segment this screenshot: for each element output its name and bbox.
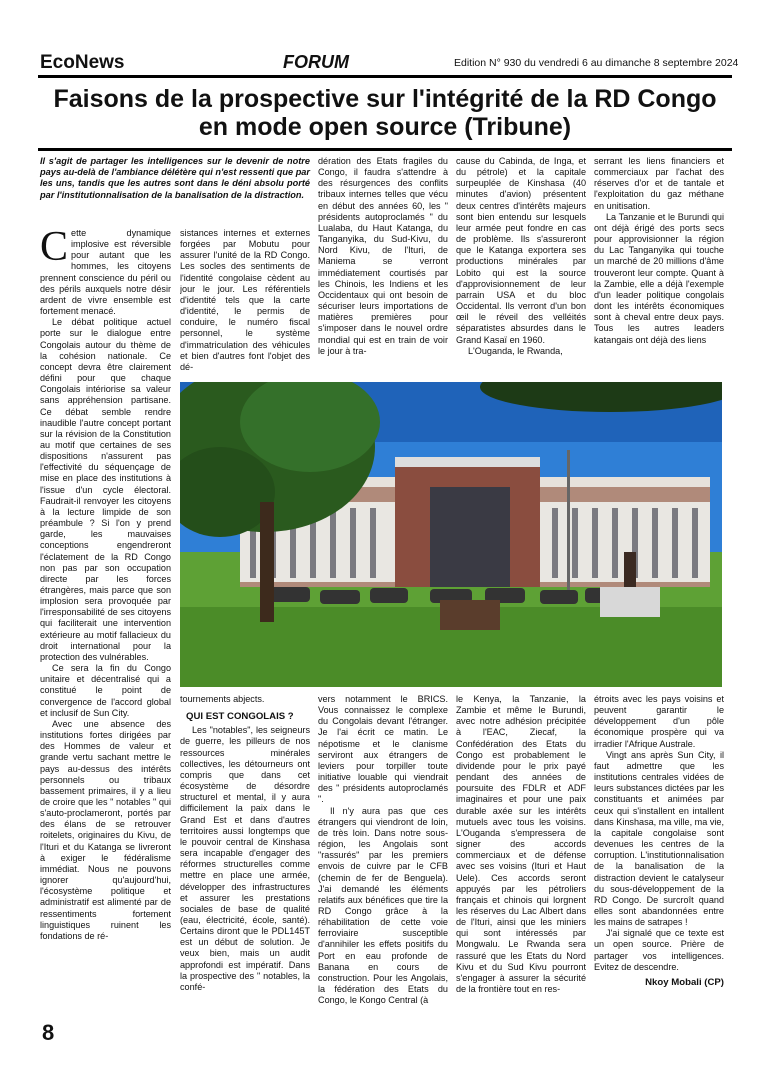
- paragraph: dération des Etats fragiles du Congo, il faudra s'attendre à des résurgences des conflits tribaux internes telles que vécu en début des années 60, les " présidents autoproclamés " du Lualaba, du Haut Katanga, du Tanganyika, du Sud-Kivu, du Nord Kivu, de l'Ituri, de Maniema se verront immédiatement courtisés par les Chinois, les Indiens et les Occidentaux qui ont besoin de sécuriser leurs importations de matières premières pour s'imposer dans le nouvel ordre mondial qui est en train de voir le jour à tra-: [318, 156, 448, 356]
- paragraph: La Tanzanie et le Burundi qui ont déjà érigé des ports secs pour approvisionner la région du Lac Tanganyika qui touche un marché de 20 millions d'âme trouveront leur compte. Quant à la Zambie, elle a déjà l'exemple d'un leader politique congolais dont les intérêts économiques sont à cheval entre deux pays. Tous les autres leaders katangais ont déjà des liens: [594, 211, 724, 345]
- lead-paragraph: Il s'agit de partager les intelligences sur le devenir de notre pays au-delà de l'ambiance délétère qui n'est ressenti que par les uns, tandis que les autres sont dans le déni absolu porté par l'institutionnalisation de la banalisation de la distraction.: [40, 156, 310, 200]
- title-rule: [38, 148, 732, 151]
- column-5-bottom: [594, 694, 724, 1020]
- paragraph: tournements abjects.: [180, 694, 265, 704]
- header-rule: [38, 75, 732, 78]
- paragraph: Il n'y aura pas que ces étrangers qui viendront de loin, de très loin. Dans notre sous-région, les Angolais sont "rassurés" par les premiers envois de cuivre par le CFB (chemin de fer de Benguela). J'ai demandé les éléments relatifs aux bénéfices que tire la RD Congo grâce à la réhabilitation de cette voie ferroviaire susceptible d'annihiler les effets positifs du Port en eau profonde de Banana en cours de construction. Pour les Angolais, la fédération des Etats du Congo, le Kongo Central (à: [318, 805, 448, 1006]
- paragraph: L'Ouganda, le Rwanda,: [468, 345, 563, 356]
- subheading: QUI EST CONGOLAIS ?: [186, 711, 294, 723]
- building-photo: [180, 382, 722, 687]
- paragraph: serrant les liens financiers et commerciaux par l'achat des réserves d'or et de tantale et l'exploitation du gaz méthane en unitisation.: [594, 156, 724, 211]
- paragraph: vers notamment le BRICS. Vous connaissez le complexe du Congolais devant l'étranger. Je l'ai écrit ce matin. Le népotisme et le clanisme serviront aux étrangers de leviers pour torpiller toute initiative louable qui viendrait des " présidents autoproclamés ".: [318, 694, 448, 805]
- paragraph: sistances internes et externes forgées par Mobutu pour assurer l'unité de la RD Congo. Les socles des sentiments de l'identité congolaise cèdent au jour le jour. Les référentiels d'identité tels que la carte d'identité, le permis de conduire, le numéro fiscal personnel, le système d'immatriculation des véhicules et bien d'autres font l'objet des dé-: [180, 228, 310, 372]
- column-1: [40, 228, 171, 986]
- page-number: 8: [42, 1020, 55, 1045]
- column-4-bottom: [456, 694, 586, 1020]
- section-label: FORUM: [283, 52, 349, 72]
- author-signature: Nkoy Mobali (CP): [645, 976, 724, 988]
- paragraph: Le débat politique actuel porte sur le dialogue entre Congolais autour du thème de la cohésion nationale. Ce concept devra être clairement défini pour que chaque Congolais intériorise sa valeur sans appréhension partisane. Ce débat semble rendre inaudible l'autre concept portant sur la révision de la Constitution au motif que certaines de ses dispositions n'assurent pas l'effectivité du séquençage de mise en place des institutions à l'issue d'un cycle électoral. Faudrait-il renvoyer les citoyens à la lecture limpide de son préambule ? Si l'on y prend garde, les mauvaises conceptions engendreront l'éclatement de la RD Congo non pas par son occupation directe par les forces étrangères, mais parce que son implosion sera provoquée par l'irresponsabilité de ses citoyens qui faciliterait une intervention extérieure au motif fallacieux du droit international pour la protection des vulnérables.: [40, 317, 171, 662]
- column-3-bottom: [318, 694, 448, 1020]
- column-3-top: [318, 156, 448, 376]
- column-2-bottom: [180, 694, 310, 1020]
- paragraph: cause du Cabinda, de Inga, et du pétrole) et la capitale surpeuplée de Kinshasa (40 minutes d'avion) présentent deux centres d'intérêts majeurs sont bien entendu sur lesquels leur armée peut fondre en cas de problème. Ils s'assureront que le Katanga exportera ses productions minérales par Lobito qui est la source d'approvisionnement de leur parrain USA et du bloc Occidental. Ils verront d'un bon œil le réveil des velléités séparatistes absurdes dans le Grand Kasaï en 1960.: [456, 156, 586, 345]
- paragraph: Ce sera la fin du Congo unitaire et décentralisé qui a constitué le point de convergence de l'accord global et inclusif de Sun City.: [40, 663, 171, 718]
- paragraph: Cette dynamique implosive est réversible pour autant que les hommes, les citoyens prennent conscience du péril ou des périls auxquels notre désir ardent de vivre ensemble est fortement menacé.: [40, 228, 171, 317]
- edition-info: Edition N° 930 du vendredi 6 au dimanche 8 septembre 2024: [454, 57, 739, 69]
- paragraph: Les "notables", les seigneurs de guerre, les pilleurs de nos ressources minérales collectives, les détourneurs ont compris que dans cet écosystème de désordre structurel et mental, il y aura difficilement la paix dans le Grand Est et dans d'autres territoires aussi longtemps que le pouvoir central de Kinshasa sera incapable d'engager des réformes structurelles comme mettre en place une armée, développer des infrastructures et assurer les prestations sociales de base de qualité (eau, électricité, école, santé). Certains diront que le PDL145T est un début de solution. Je veux bien, mais un audit approfondi est impératif. Dans la prospective des " notables, la confé-: [180, 725, 310, 992]
- drop-cap: C: [40, 228, 69, 270]
- paragraph: étroits avec les pays voisins et peuvent garantir le développement d'un pôle économique prospère qui va irradier l'Afrique Australe.: [594, 694, 724, 749]
- paragraph: le Kenya, la Tanzanie, la Zambie et même le Burundi, avec notre adhésion précipitée à l'EAC, Ziecaf, la Confédération des Etats du Congo est probablement le dividende pour le prix payé pendant des années de poursuite des FDLR et ADF imaginaires et pour une paix durable axée sur les intérêts mutuels avec tous les voisins. L'Ouganda s'empressera de signer des accords commerciaux et de défense avec ses voisins (Ituri et Haut Uele). Ces accords seront appuyés par les pétroliers français et chinois qui lorgnent les réserves du Lac Albert dans de l'Ituri, ainsi que les miniers qui sont intéressés par Mongwalu. Le Rwanda sera rassuré que les Etats du Nord Kivu et du Sud Kivu pourront s'engager à assurer la sécurité de la frontière tout en res-: [456, 694, 586, 995]
- brand: EcoNews: [40, 52, 125, 73]
- article-title: Faisons de la prospective sur l'intégrité de la RD Congo en mode open source (Tribune): [53, 85, 717, 141]
- column-2-top: [180, 228, 310, 376]
- paragraph: Avec une absence des institutions fortes dirigées par des Hommes de valeur et grande vertu sachant mettre le pays au-dessus des intérêts personnels ou tribaux bassement primaires, il y a lieu de croire que les " notables " qui s'auto-proclameront, portés par des élans de se retrouver roitelets, originaires du Kivu, de l'Ituri et du Katanga se livreront à exiger le fédéralisme immédiat. Nous ne pouvons ignorer qu'aujourd'hui, l'écosystème politique et administratif est alimenté par de ressentiments fortement linguistiques ruinent les fondations de ré-: [40, 718, 171, 941]
- column-5-top: [594, 156, 724, 376]
- paragraph: Vingt ans après Sun City, il faut admettre que les institutions centrales vidées de leurs substances dictées par les constituants et animées par ceux qui s'installent en intallent dans Kinshasa, ma ville, ma vie, la capitale congolaise sont devenues les centres de la corruption. L'institutionnalisation de la banalisation de la distraction devient le catalyseur du sous-développement de la RD Congo. De surcroît quand elles sont abandonnées entre les mains de satrapes !: [594, 749, 724, 928]
- paragraph: J'ai signalé que ce texte est un open source. Prière de partager vos intelligences. Evitez de descendre.: [594, 928, 724, 972]
- column-4-top: [456, 156, 586, 376]
